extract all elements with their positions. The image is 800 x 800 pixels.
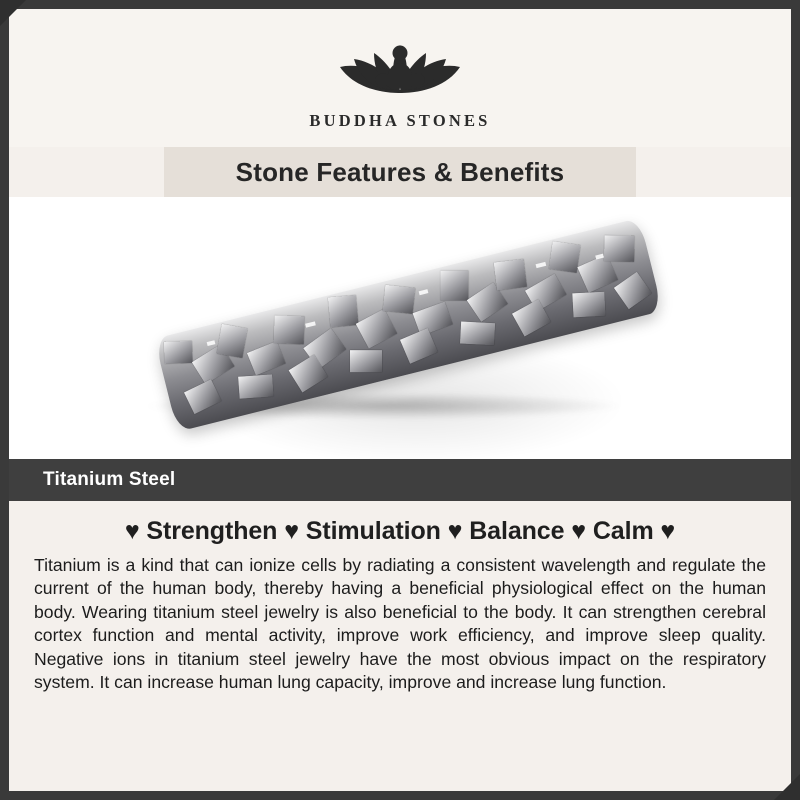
product-label-strip [9, 459, 791, 501]
brand-header [9, 9, 791, 147]
product-image [9, 197, 791, 459]
brand-name: BUDDHA STONES [309, 111, 491, 130]
poster-inner [9, 9, 791, 791]
page-title: Stone Features & Benefits [235, 156, 565, 187]
titanium-bar [121, 197, 693, 459]
title-band [9, 147, 791, 197]
title-box [164, 147, 636, 197]
benefits-section [9, 501, 791, 704]
benefits-description: Titanium is a kind that can ionize cells by radiating a consistent wavelength and regulate the current of the human body, thereby having a beneficial physiological effect on the human body. Wearing titanium steel jewelry is also beneficial to the body. It can strengthen cerebral cortex function and mental activity, improve work efficiency, and improve sleep quality. Negative ions in titanium steel jewelry have the most obvious impact on the respiratory system. It can increase human lung capacity, improve and increase lung function. [34, 555, 766, 692]
corner-accent-top-left [0, 0, 26, 26]
benefits-headline: ♥ Strengthen ♥ Stimulation ♥ Balance ♥ Calm ♥ [124, 517, 676, 545]
lotus-meditation-icon [316, 23, 484, 107]
logo-wrap [9, 9, 791, 107]
product-image-backdrop [9, 197, 791, 459]
corner-accent-bottom-right [774, 774, 800, 800]
product-label: Titanium Steel [43, 469, 176, 490]
